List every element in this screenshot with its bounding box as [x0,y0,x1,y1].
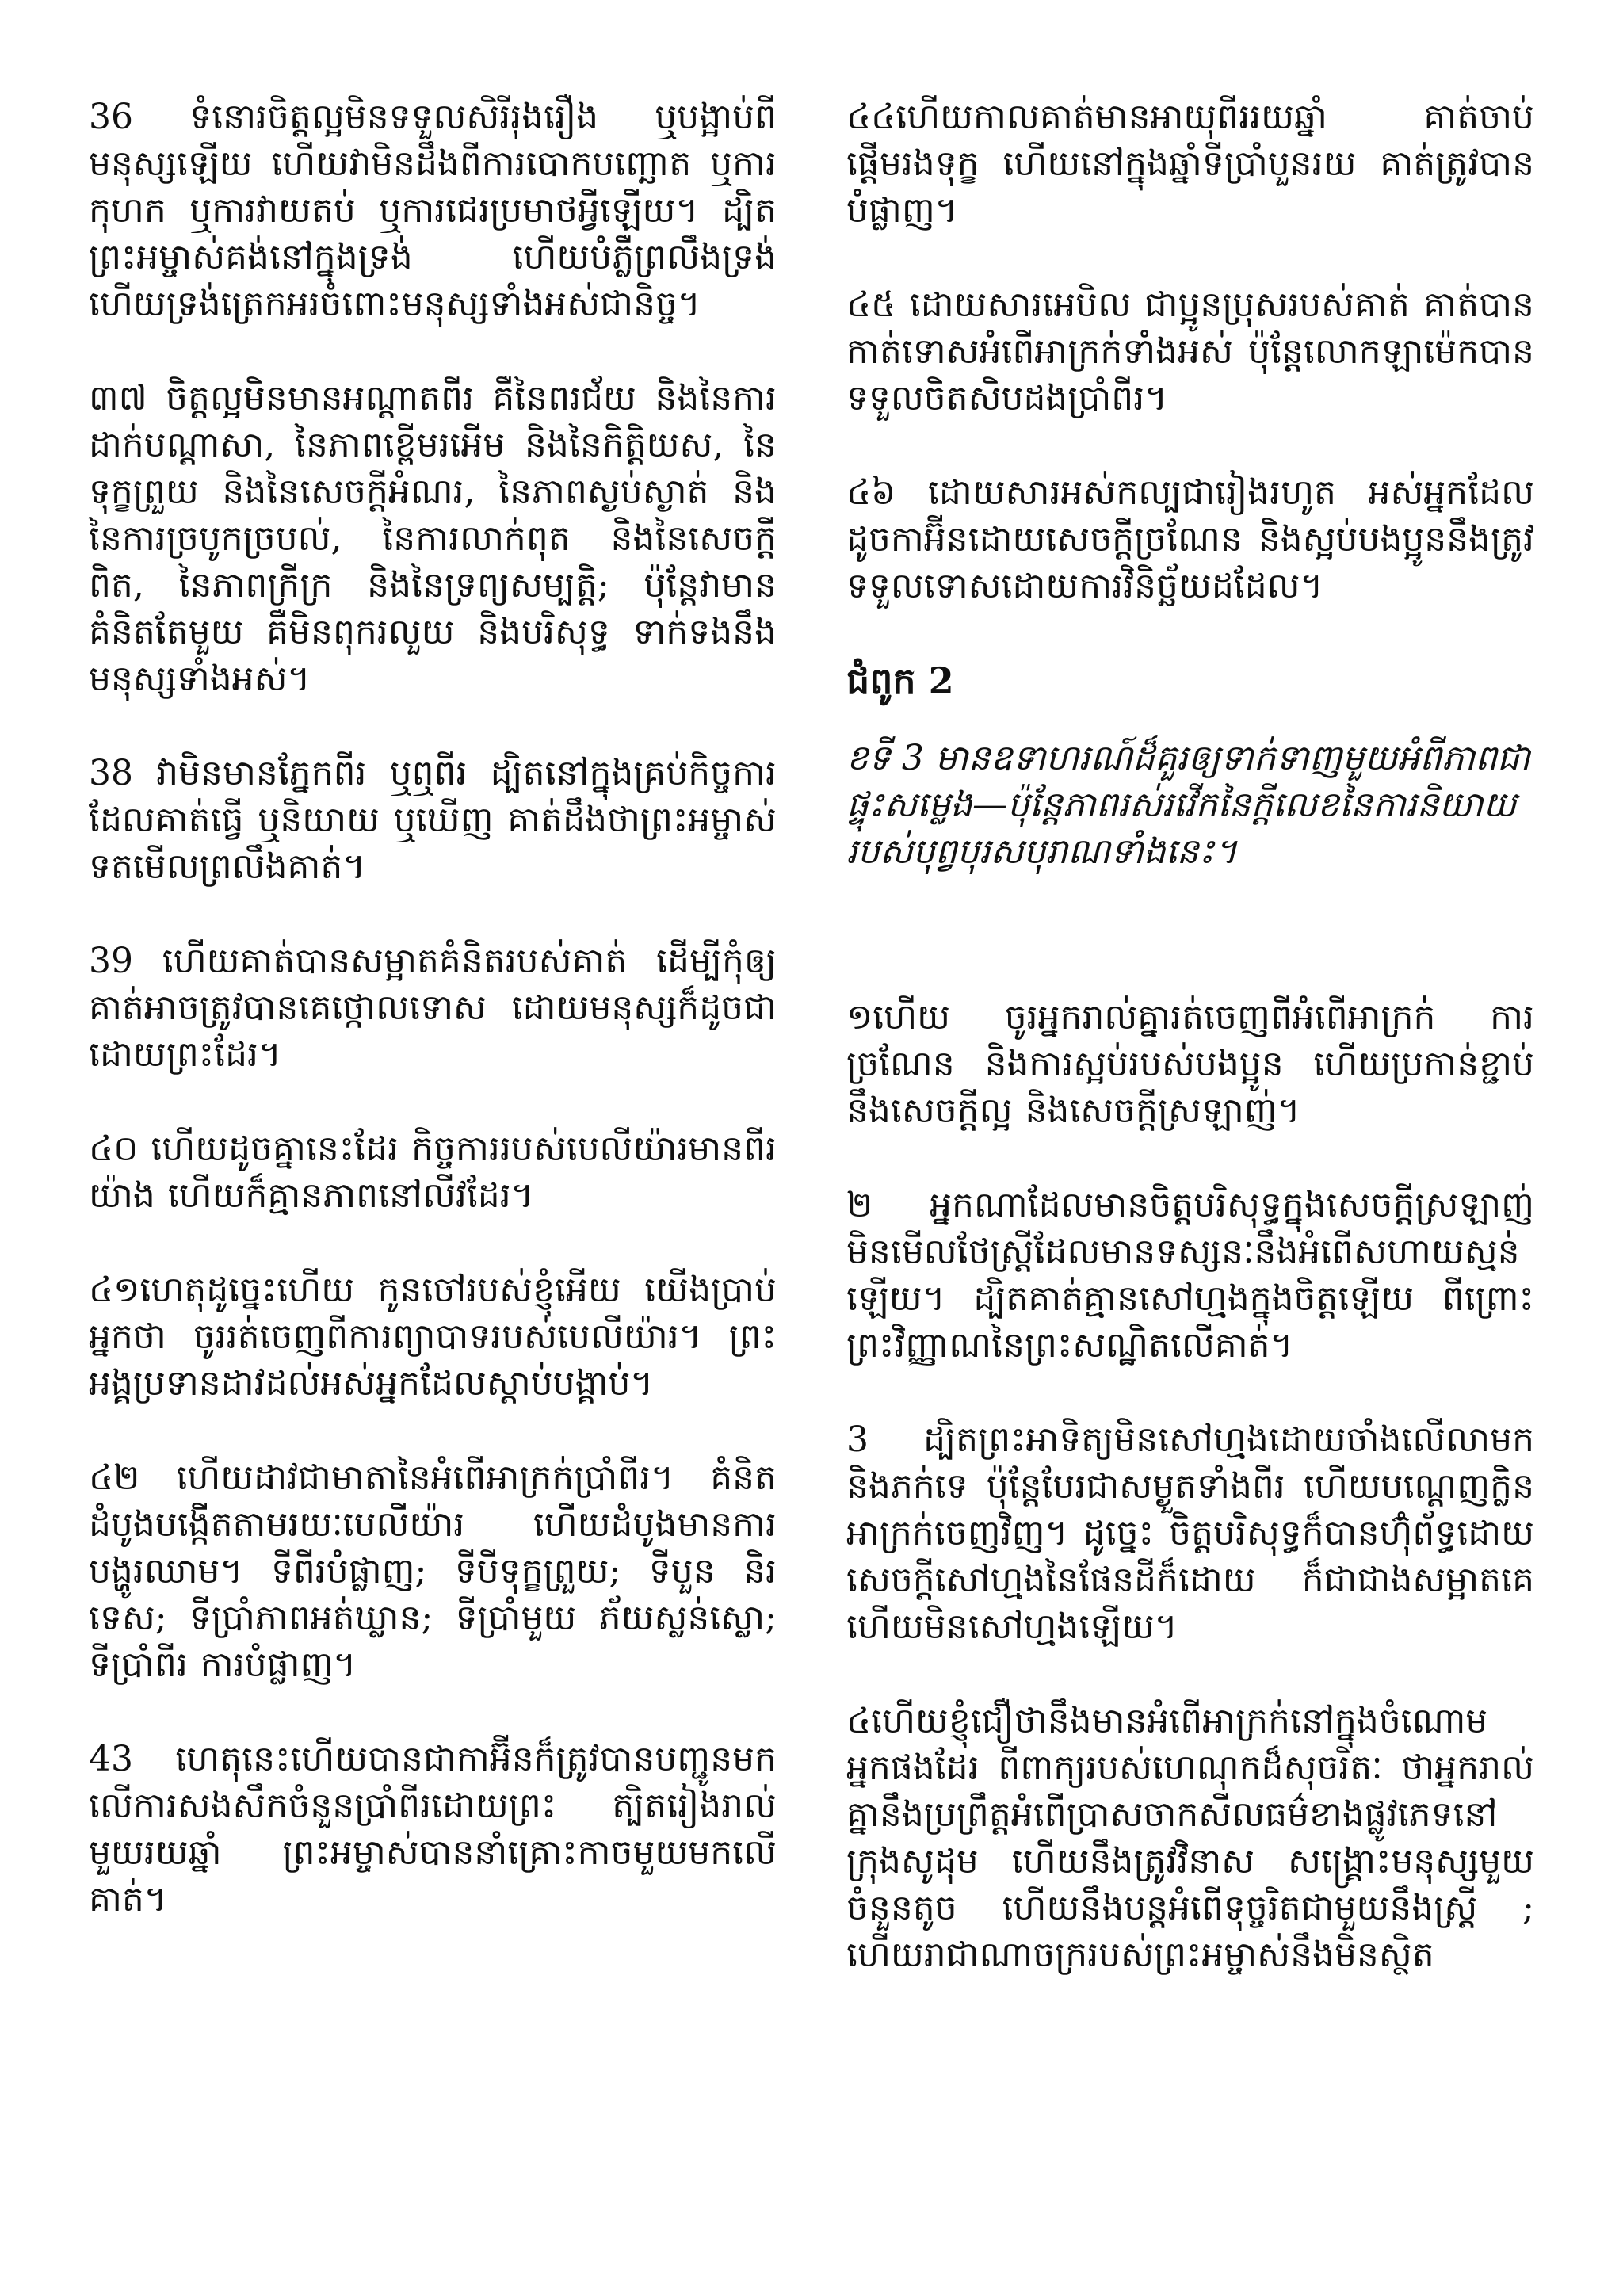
chapter-note: ខទី 3 មានឧទាហរណ៍ដ៏គួរឲ្យទាក់ទាញមួយអំពីភាពជាផ្ទុះសម្លេង—ប៉ុន្តែភាពរស់រវើកនៃក្តីលេខនៃការនិយាយរបស់បុព្វបុរសបុរាណទាំងនេះ។ [846,738,1530,872]
verse-46: ៤៦ ដោយសារអស់កល្បជារៀងរហូត អស់អ្នកដែលដូចកាអ៊ីនដោយសេចក្តីច្រណែន និងស្អប់បងប្អូននឹងត្រូវទទួលទោសដោយការវិនិច្ឆ័យដដែល។ [846,472,1534,606]
verse-44: ៤៤ហើយកាលគាត់មានអាយុពីររយឆ្នាំ គាត់ចាប់ផ្តើមរងទុក្ខ ហើយនៅក្នុងឆ្នាំទីប្រាំបួនរយ គាត់ត្រូវបានបំផ្លាញ។ [846,97,1534,231]
left-column [89,94,777,1970]
verse-36: 36 ទំនោរចិត្តល្អមិនទទួលសិរីរុងរឿង ឬបង្អាប់ពីមនុស្សឡើយ ហើយវាមិនដឹងពីការបោកបញ្ឆោត ឬការកុហក ឬការវាយតប់ ឬការជេរប្រមាថអ្វីឡើយ។ ដ្បិតព្រះអម្ចាស់គង់នៅក្នុងទ្រង់ ហើយបំភ្លឺព្រលឹងទ្រង់ ហើយទ្រង់ត្រេកអរចំពោះមនុស្សទាំងអស់ជានិច្ច។ [89,97,777,324]
verse-45: ៤៥ ដោយសារអេបិល ជាប្អូនប្រុសរបស់គាត់ គាត់បានកាត់ទោសអំពើអាក្រក់ទាំងអស់ ប៉ុន្តែលោកឡាម៉េកបានទទួលចិតសិបដងប្រាំពីរ។ [846,285,1534,418]
chapter2-verse-4: ៤ហើយខ្ញុំជឿថានឹងមានអំពើអាក្រក់នៅក្នុងចំណោមអ្នកផងដែរ ពីពាក្យរបស់ហេណុកដ៏សុចរិតៈ ថាអ្នករាល់គ្នានឹងប្រព្រឹត្តអំពើប្រាសចាកសីលធម៌ខាងផ្លូវភេទនៅក្រុងសូដុម ហើយនឹងត្រូវវិនាស សង្គ្រោះមនុស្សមួយចំនួនតូច ហើយនឹងបន្តអំពើទុច្ចរិតជាមួយនឹងស្ត្រី ; ហើយរាជាណាចក្ររបស់ព្រះអម្ចាស់នឹងមិនស្ថិត [846,1701,1534,1975]
verse-37: ៣៧ ចិត្តល្អមិនមានអណ្តាតពីរ គឺនៃពរជ័យ និងនៃការដាក់បណ្តាសា, នៃភាពខ្ពើមរអើម និងនៃកិត្តិយស, នៃទុក្ខព្រួយ និងនៃសេចក្តីអំណរ, នៃភាពស្ងប់ស្ងាត់ និងនៃការច្របូកច្របល់, នៃការលាក់ពុត និងនៃសេចក្តីពិត, នៃភាពក្រីក្រ និងនៃទ្រព្យសម្បត្តិ; ប៉ុន្តែវាមានគំនិតតែមួយ គឺមិនពុករលួយ និងបរិសុទ្ធ ទាក់ទងនឹងមនុស្សទាំងអស់។ [89,378,777,699]
verse-42: ៤២ ហើយដាវជាមាតានៃអំពើអាក្រក់ប្រាំពីរ។ គំនិតដំបូងបង្កើតតាមរយៈបេលីយ៉ារ ហើយដំបូងមានការបង្ហូរឈាម។ ទីពីរបំផ្លាញ; ទីបីទុក្ខព្រួយ; ទីបួន និរទេស; ទីប្រាំភាពអត់ឃ្លាន; ទីប្រាំមួយ ភ័យស្លន់ស្លោ; ទីប្រាំពីរ ការបំផ្លាញ។ [89,1457,777,1685]
verse-40: ៤០ ហើយដូចគ្នានេះដែរ កិច្ចការរបស់បេលីយ៉ារមានពីរយ៉ាង ហើយក៏គ្មានភាពនៅលីវដែរ។ [89,1129,777,1216]
chapter2-verse-2: ២ អ្នកណាដែលមានចិត្តបរិសុទ្ធក្នុងសេចក្តីស្រឡាញ់ មិនមើលថែស្ត្រីដែលមានទស្សនៈនឹងអំពើសហាយស្មន់ឡើយ។ ដ្បិតគាត់គ្មានសៅហ្មងក្នុងចិត្តឡើយ ពីព្រោះព្រះវិញ្ញាណនៃព្រះសណ្ឋិតលើគាត់។ [846,1185,1534,1366]
verse-43: 43 ហេតុនេះហើយបានជាកាអ៊ីនក៏ត្រូវបានបញ្ជូនមកលើការសងសឹកចំនួនប្រាំពីរដោយព្រះ ត្បិតរៀងរាល់មួយរយឆ្នាំ ព្រះអម្ចាស់បាននាំគ្រោះកាចមួយមកលើគាត់។ [89,1739,777,1920]
verse-38: 38 វាមិនមានភ្នែកពីរ ឬឮពីរ ដ្បិតនៅក្នុងគ្រប់កិច្ចការដែលគាត់ធ្វើ ឬនិយាយ ឬឃើញ គាត់ដឹងថាព្រះអម្ចាស់ទតមើលព្រលឹងគាត់។ [89,753,777,887]
chapter2-verse-3: 3 ដ្បិតព្រះអាទិត្យមិនសៅហ្មងដោយចាំងលើលាមកនិងភក់ទេ ប៉ុន្តែបែរជាសម្ងួតទាំងពីរ ហើយបណ្តេញក្លិនអាក្រក់ចេញវិញ។ ដូច្នេះ ចិត្តបរិសុទ្ធក៏បានហ៊ុំព័ទ្ធដោយសេចក្តីសៅហ្មងនៃផែនដីក៏ដោយ ក៏ជាជាងសម្អាតគេ ហើយមិនសៅហ្មងឡើយ។ [846,1419,1534,1647]
verse-41: ៤១ហេតុដូច្នេះហើយ កូនចៅរបស់ខ្ញុំអើយ យើងប្រាប់អ្នកថា ចូររត់ចេញពីការព្យាបាទរបស់បេលីយ៉ារ។ ព្រះអង្គប្រទានដាវដល់អស់អ្នកដែលស្តាប់បង្គាប់។ [89,1270,777,1404]
verse-39: 39 ហើយគាត់បានសម្អាតគំនិតរបស់គាត់ ដើម្បីកុំឲ្យគាត់អាចត្រូវបានគេថ្កោលទោស ដោយមនុស្សក៏ដូចជាដោយព្រះដែរ។ [89,941,777,1075]
chapter2-verse-1: ១ហើយ ចូរអ្នករាល់គ្នារត់ចេញពីអំពើអាក្រក់ ការច្រណែន និងការស្អប់របស់បងប្អូន ហើយប្រកាន់ខ្ជាប់នឹងសេចក្តីល្អ និងសេចក្តីស្រឡាញ់។ [846,997,1534,1131]
right-column [846,94,1534,2026]
chapter-heading: ជំពូក 2 [846,659,954,702]
